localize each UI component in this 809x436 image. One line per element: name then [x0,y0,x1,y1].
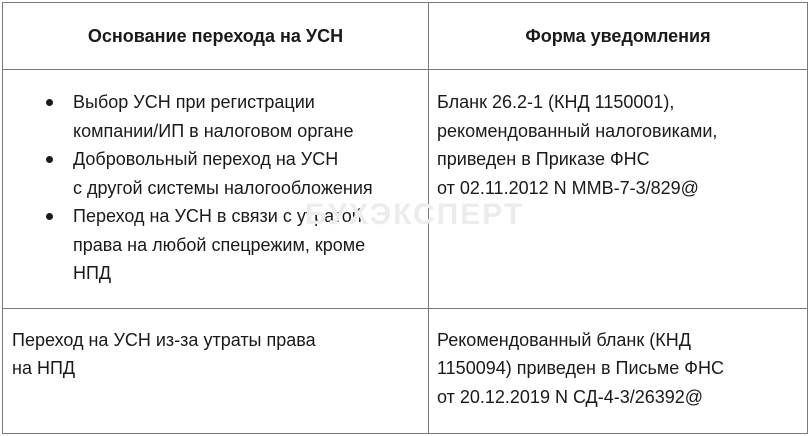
form-text-line: рекомендованный налоговиками, [437,120,718,141]
form-cell [429,70,808,309]
table-header-row [3,3,808,70]
basis-bullet-list [3,88,422,288]
form-cell [429,308,808,433]
table-row [3,70,808,309]
form-text-line: приведен в Приказе ФНС [437,149,650,170]
list-item [73,88,422,145]
basis-cell [3,308,429,433]
list-item-line: права на любой спецрежим, кроме [73,234,366,255]
bullet-icon [46,99,53,106]
list-item-line: Выбор УСН при регистрации [73,92,315,113]
list-item-line: НПД [73,263,112,284]
header-basis: Основание перехода на УСН [3,3,429,70]
basis-cell [3,70,429,309]
bullet-icon [46,156,53,163]
bullet-icon [46,213,53,220]
list-item [73,145,422,202]
watermark-logo: БУХЭКСПЕРТ [305,198,525,231]
form-text-line: от 02.11.2012 N ММВ-7-3/829@ [437,177,699,198]
form-text-line: Рекомендованный бланк (КНД [437,329,691,350]
table-row [3,308,808,433]
basis-text-line: Переход на УСН из-за утраты права [12,329,316,350]
basis-text-line: на НПД [12,358,76,379]
header-form: Форма уведомления [429,3,808,70]
list-item-line: компании/ИП в налоговом органе [73,120,354,141]
list-item-line: с другой системы налогообложения [73,177,373,198]
form-text-line: от 20.12.2019 N СД-4-3/26392@ [437,386,704,407]
list-item-line: Переход на УСН в связи с утратой [73,206,362,227]
form-text-line: Бланк 26.2-1 (КНД 1150001), [437,92,675,113]
form-text-line: 1150094) приведен в Письме ФНС [437,358,724,379]
list-item-line: Добровольный переход на УСН [73,149,339,170]
